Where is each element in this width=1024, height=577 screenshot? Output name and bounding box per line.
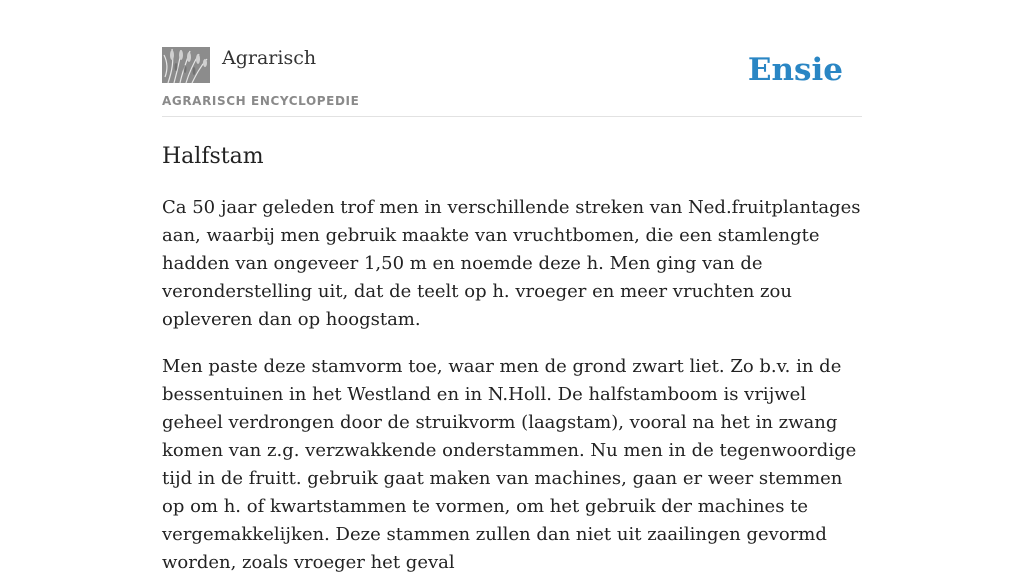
- site-subtitle: AGRARISCH ENCYCLOPEDIE: [162, 94, 360, 108]
- article-paragraph-1: Ca 50 jaar geleden trof men in verschillende streken van Ned.fruitplantages aan, waarbij men gebruik maakte van vruchtbomen, die een stamlengte hadden van ongeveer 1,50 m en noemde deze h. Men ging van de veronderstelling uit, dat de teelt op h. vroeger en meer vruchten zou opleveren dan op hoogstam.: [162, 197, 861, 330]
- brand-logo[interactable]: Ensie: [747, 52, 843, 88]
- site-name[interactable]: Agrarisch: [222, 47, 317, 69]
- article-title: Halfstam: [162, 144, 264, 169]
- wheat-logo-icon[interactable]: [162, 47, 210, 83]
- article-paragraph-2: Men paste deze stamvorm toe, waar men de grond zwart liet. Zo b.v. in de bessentuinen in het Westland en in N.Holl. De halfstamboom is vrijwel geheel verdrongen door de struikvorm (laagstam), vooral na het in zwang komen van z.g. verzwakkende onderstammen. Nu men in de tegenwoordige tijd in de fruitt. gebruik gaat maken van machines, gaan er weer stemmen op om h. of kwartstammen te vormen, om het gebruik der machines te vergemakkelijken. Deze stammen zullen dan niet uit zaailingen gevormd worden, zoals vroeger het geval: [162, 356, 857, 573]
- site-header: [162, 0, 862, 117]
- page: [162, 0, 862, 577]
